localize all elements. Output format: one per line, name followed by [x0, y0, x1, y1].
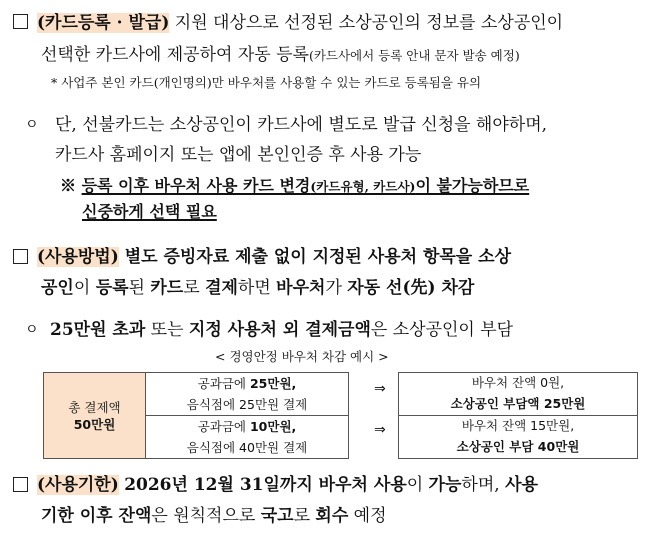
section1-line1: (카드등록 · 발급) 지원 대상으로 선정된 소상공인의 정보를 소상공인이	[37, 13, 564, 33]
section1-tag: (카드등록 · 발급)	[37, 13, 170, 33]
section-checkbox	[13, 14, 28, 29]
bullet-circle: ㅇ	[25, 117, 39, 133]
warning-line1: ※ 등록 이후 바우처 사용 카드 변경(카드유형, 카드사)이 불가능하므로	[60, 176, 530, 195]
arrow-icon: ⇒	[374, 422, 386, 438]
bullet-circle: ㅇ	[25, 322, 39, 338]
section2-tag: (사용방법)	[37, 247, 119, 267]
section3-tag: (사용기한)	[37, 475, 119, 495]
result-box: 바우처 잔액 0원, 소상공인 부담액 25만원 바우처 잔액 15만원, 소상공인 부담 40만원	[398, 372, 638, 459]
warning-line2: 신중하게 선택 필요	[82, 202, 217, 221]
section2-line1: (사용방법) 별도 증빙자료 제출 없이 지정된 사용처 항목을 소상	[37, 247, 511, 267]
arrow-icon: ⇒	[374, 381, 386, 397]
section1b-line2: 카드사 홈페이지 또는 앱에 본인인증 후 사용 가능	[55, 145, 422, 165]
section1b-line1: 단, 선불카드는 소상공인이 카드사에 별도로 발급 신청을 해야하며,	[55, 115, 548, 135]
section1-line2: 선택한 카드사에 제공하여 자동 등록(카드사에서 등록 안내 문자 발송 예정)	[41, 45, 520, 65]
section2-line2: 공인이 등록된 카드로 결제하면 바우처가 자동 선(先) 차감	[41, 278, 475, 298]
section3-line1: (사용기한) 2026년 12월 31일까지 바우처 사용이 가능하며, 사용	[37, 475, 538, 495]
section1-note: * 사업주 본인 카드(개인명의)만 바우처를 사용할 수 있는 카드로 등록됨을 유의	[51, 75, 482, 90]
total-cell: 총 결제액 50만원	[44, 373, 146, 459]
section-checkbox	[13, 249, 28, 264]
section2b-line: 25만원 초과 또는 지정 사용처 외 결제금액은 소상공인이 부담	[50, 320, 514, 340]
section-checkbox	[13, 477, 28, 492]
example-table: 총 결제액 50만원 공과금에 25만원, 음식점에 25만원 결제 공과금에 10만원, 음식점에 40만원 결제	[43, 372, 349, 459]
section3-line2: 기한 이후 잔액은 원칙적으로 국고로 회수 예정	[41, 506, 387, 526]
example-caption: < 경영안정 바우처 차감 예시 >	[215, 349, 389, 364]
